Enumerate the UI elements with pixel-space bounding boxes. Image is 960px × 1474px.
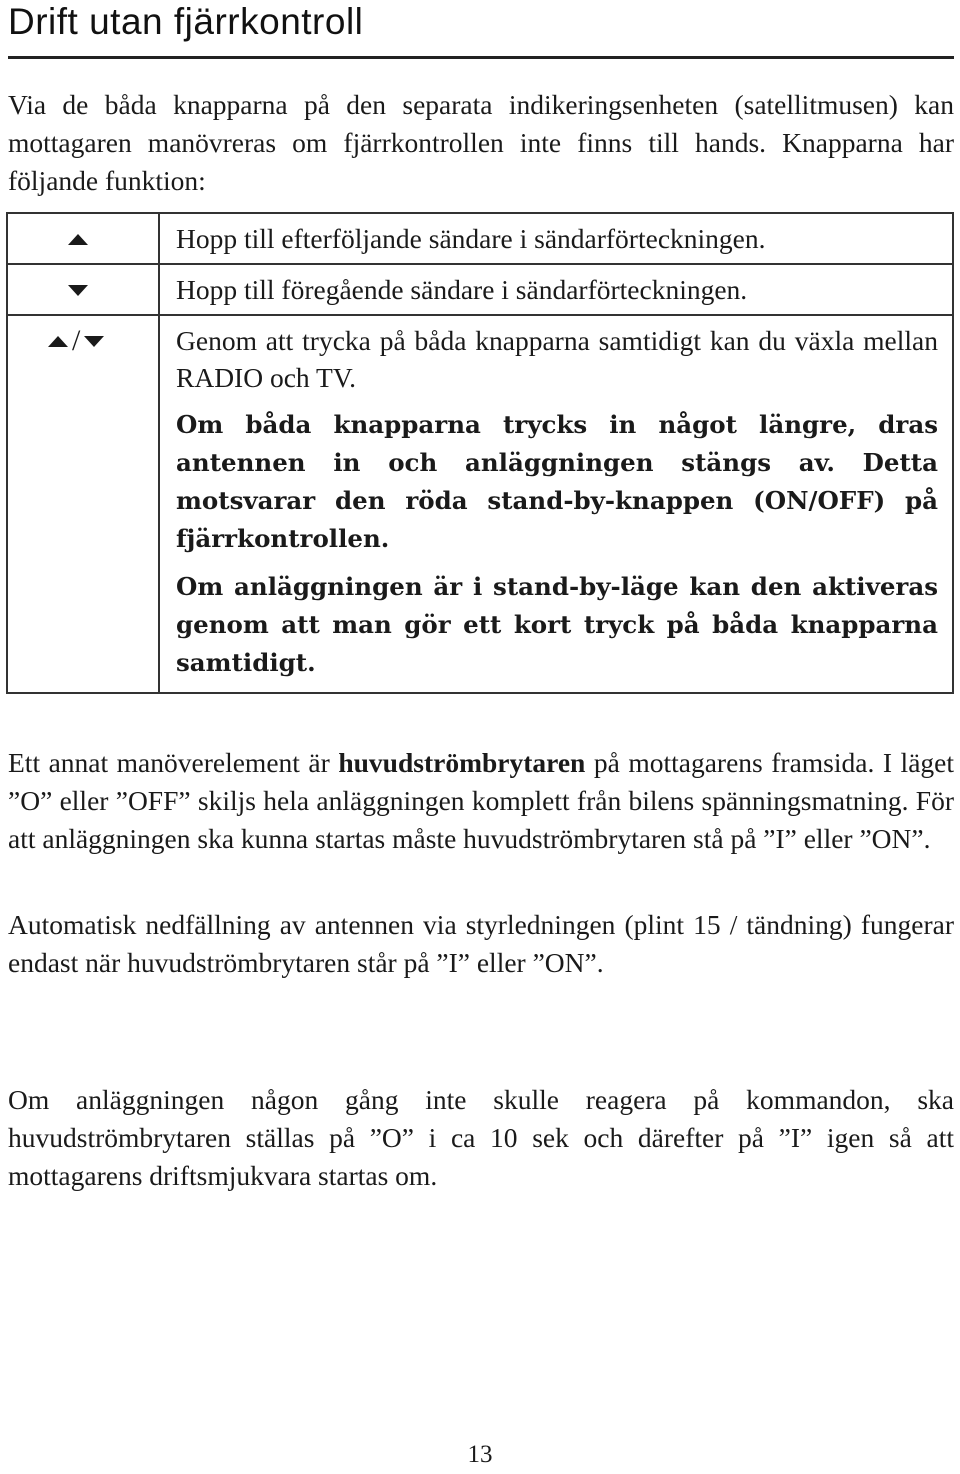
up-triangle-icon xyxy=(48,336,68,347)
table-row xyxy=(7,213,953,264)
down-triangle-icon xyxy=(68,285,88,296)
table-row xyxy=(7,315,953,693)
symbol-cell xyxy=(7,264,159,315)
description-cell xyxy=(159,264,953,315)
description-cell xyxy=(159,315,953,693)
intro-paragraph: Via de båda knapparna på den separata indikeringsenheten (satellitmusen) kan mottagaren manövreras om fjärrkontrollen inte finns till hands. Knapparna har följande funktion: xyxy=(8,89,954,196)
symbol-separator: / xyxy=(72,324,81,357)
bold-note-standby: Om båda knapparna trycks in något längre, dras antennen in och anläggningen stängs av. Detta motsvarar den röda stand-by-knappen (ON/OFF) på fjärrkontrollen. xyxy=(176,410,938,553)
up-triangle-icon xyxy=(68,234,88,245)
symbol-cell xyxy=(7,213,159,264)
table-row xyxy=(7,264,953,315)
down-triangle-icon xyxy=(84,336,104,347)
symbol-cell xyxy=(7,315,159,693)
title-rule xyxy=(8,56,954,59)
auto-fold-paragraph: Automatisk nedfällning av antennen via styrledningen (plint 15 / tändning) fungerar endast när huvudströmbrytaren står på ”I” eller ”ON”. xyxy=(8,909,954,978)
row-description: Hopp till föregående sändare i sändarförteckningen. xyxy=(176,274,748,305)
reset-paragraph: Om anläggningen någon gång inte skulle reagera på kommandon, ska huvudströmbrytaren ställas på ”O” i ca 10 sek och därefter på ”I” igen så att mottagarens driftsmjukvara startas om. xyxy=(8,1084,954,1191)
main-switch-text-before: Ett annat manöverelement är xyxy=(8,747,339,778)
row-description: Hopp till efterföljande sändare i sändarförteckningen. xyxy=(176,223,766,254)
bold-note-activate: Om anläggningen är i stand-by-läge kan den aktiveras genom att man gör ett kort tryck på båda knapparna samtidigt. xyxy=(176,572,938,677)
main-switch-paragraph xyxy=(8,744,954,858)
page-number: 13 xyxy=(467,1441,493,1468)
main-switch-text-after: på mottagarens framsida. I läget ”O” eller ”OFF” skiljs hela anläggningen komplett från bilens spänningsmatning. För att anläggningen ska kunna startas måste huvudströmbrytaren stå på ”I” eller ”ON”. xyxy=(8,747,954,854)
page-title: Drift utan fjärrkontroll xyxy=(8,1,364,42)
description-cell xyxy=(159,213,953,264)
button-function-table xyxy=(6,212,954,694)
main-switch-term: huvudströmbrytaren xyxy=(338,747,586,778)
row-description: Genom att trycka på båda knapparna samtidigt kan du växla mellan RADIO och TV. xyxy=(176,325,938,393)
